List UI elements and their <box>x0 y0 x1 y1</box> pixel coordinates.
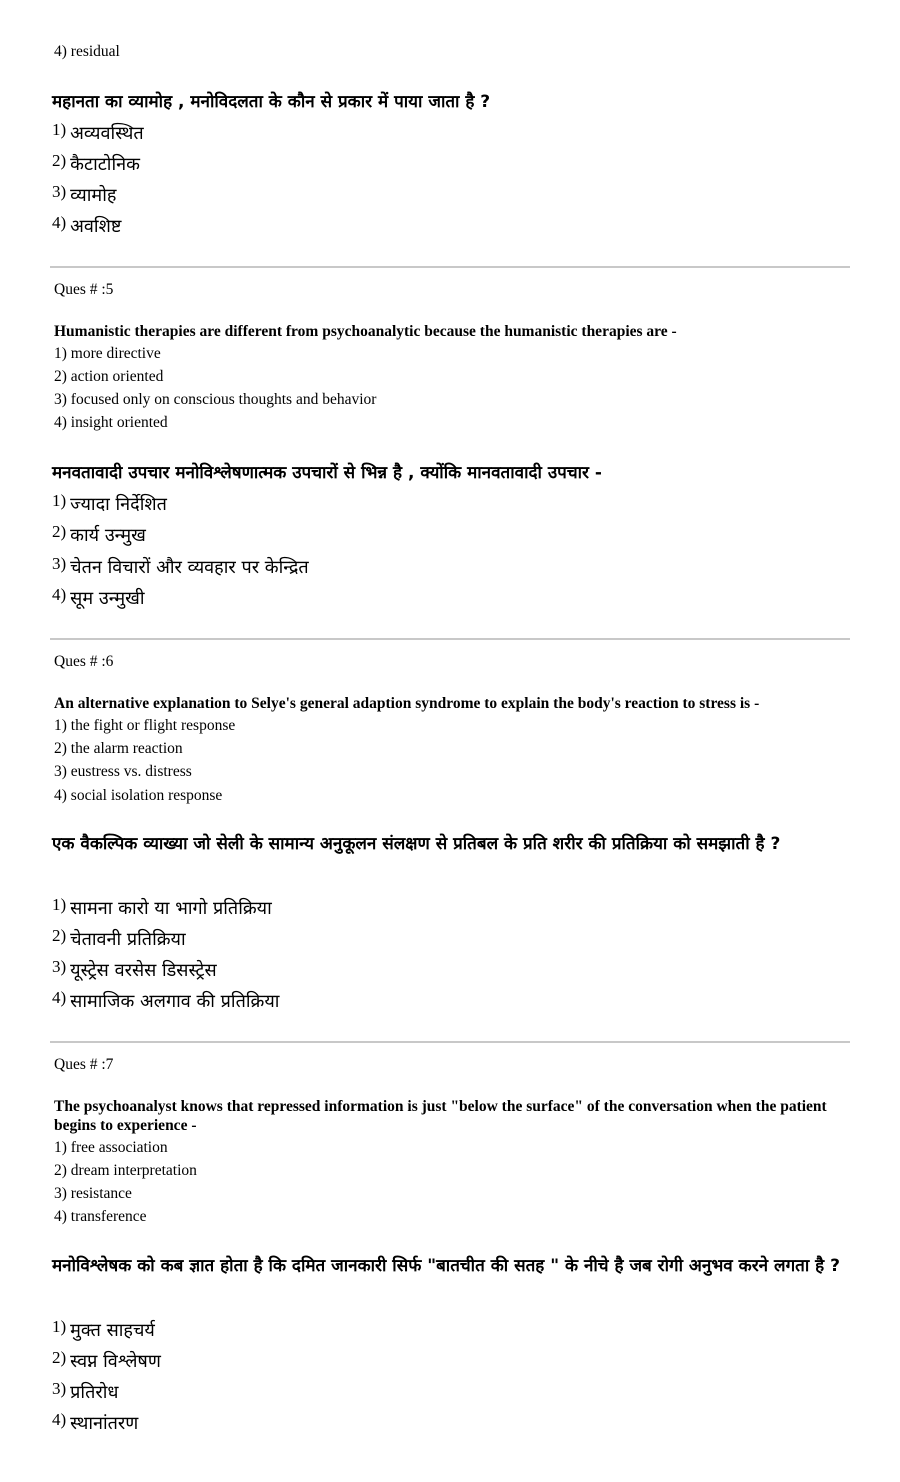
option-text: चेतन विचारों और व्यवहार पर केन्द्रित <box>70 557 309 578</box>
question-number-5: Ques # :5 <box>54 281 114 298</box>
separator <box>50 638 850 640</box>
option-text: सूम उन्मुखी <box>70 588 145 609</box>
question-number-7: Ques # :7 <box>54 1056 114 1073</box>
option-q7-hi-4 <box>52 1408 138 1436</box>
option-text: मुक्त साहचर्य <box>70 1320 155 1341</box>
option-q6-hi-2 <box>52 924 186 952</box>
option-q4-hi-1 <box>52 118 144 146</box>
option-text: प्रतिरोध <box>70 1382 119 1403</box>
option-text: सामाजिक अलगाव की प्रतिक्रिया <box>70 991 280 1012</box>
option-q6-en-1: 1) the fight or flight response <box>54 717 236 734</box>
separator <box>50 266 850 268</box>
option-text: यूस्ट्रेस वरसेस डिसस्ट्रेस <box>70 960 217 981</box>
option-text: अव्यवस्थित <box>70 123 144 144</box>
option-number: 1) <box>52 1317 67 1336</box>
question-q6-hi: एक वैकल्पिक व्याख्या जो सेली के सामान्य अनुकूलन संलक्षण से प्रतिबल के प्रति शरीर की प्रतिक्रिया को समझाती है ? <box>52 834 781 854</box>
option-q4-hi-4 <box>52 211 121 239</box>
option-number: 4) <box>52 1410 67 1429</box>
option-number: 4) <box>52 213 67 232</box>
option-q4-en-4: 4) residual <box>54 43 120 60</box>
option-q6-en-3: 3) eustress vs. distress <box>54 763 192 780</box>
option-text: अवशिष्ट <box>70 216 122 237</box>
option-number: 3) <box>52 1379 67 1398</box>
option-q5-en-4: 4) insight oriented <box>54 414 168 431</box>
option-q6-hi-4 <box>52 986 279 1014</box>
option-number: 1) <box>52 491 67 510</box>
option-text: कार्य उन्मुख <box>70 525 146 546</box>
option-number: 1) <box>52 120 67 139</box>
option-q7-hi-2 <box>52 1346 161 1374</box>
option-text: स्वप्न विश्लेषण <box>70 1351 161 1372</box>
option-number: 2) <box>52 522 67 541</box>
option-number: 2) <box>52 1348 67 1367</box>
option-number: 2) <box>52 926 67 945</box>
question-q7-en: The psychoanalyst knows that repressed information is just "below the surface" of the conversation when the patient begins to experience - <box>54 1098 827 1134</box>
option-text: व्यामोह <box>70 185 117 206</box>
option-number: 4) <box>52 988 67 1007</box>
option-q6-hi-3 <box>52 955 217 983</box>
question-q4-hi: महानता का व्यामोह , मनोविदलता के कौन से प्रकार में पाया जाता है ? <box>52 92 491 112</box>
option-number: 3) <box>52 554 67 573</box>
option-number: 3) <box>52 182 67 201</box>
question-number-6: Ques # :6 <box>54 653 114 670</box>
option-q5-hi-2 <box>52 520 146 548</box>
option-q7-en-3: 3) resistance <box>54 1185 132 1202</box>
option-q7-en-4: 4) transference <box>54 1208 147 1225</box>
option-number: 4) <box>52 585 67 604</box>
option-number: 1) <box>52 895 67 914</box>
option-text: सामना कारो या भागो प्रतिक्रिया <box>70 898 272 919</box>
option-text: ज्यादा निर्देशित <box>70 494 167 515</box>
option-q7-hi-1 <box>52 1315 155 1343</box>
question-q7-hi: मनोविश्लेषक को कब ज्ञात होता है कि दमित जानकारी सिर्फ "बातचीत की सतह " के नीचे है जब रोगी अनुभव करने लगता है ? <box>52 1256 840 1276</box>
question-q5-en: Humanistic therapies are different from psychoanalytic because the humanistic therapies are - <box>54 323 677 340</box>
option-q5-hi-3 <box>52 552 309 580</box>
option-number: 3) <box>52 957 67 976</box>
option-text: स्थानांतरण <box>70 1413 139 1434</box>
option-q5-en-2: 2) action oriented <box>54 368 164 385</box>
option-q7-en-2: 2) dream interpretation <box>54 1162 197 1179</box>
option-q4-hi-2 <box>52 149 140 177</box>
option-number: 2) <box>52 151 67 170</box>
option-q7-hi-3 <box>52 1377 118 1405</box>
option-q4-hi-3 <box>52 180 116 208</box>
option-q7-en-1: 1) free association <box>54 1139 168 1156</box>
option-text: चेतावनी प्रतिक्रिया <box>70 929 186 950</box>
option-q6-en-2: 2) the alarm reaction <box>54 740 183 757</box>
option-q5-hi-4 <box>52 583 145 611</box>
question-q6-en: An alternative explanation to Selye's general adaption syndrome to explain the body's reaction to stress is - <box>54 695 760 712</box>
option-q6-hi-1 <box>52 893 272 921</box>
option-q6-en-4: 4) social isolation response <box>54 787 223 804</box>
option-q5-en-3: 3) focused only on conscious thoughts and behavior <box>54 391 377 408</box>
separator <box>50 1041 850 1043</box>
question-q5-hi: मनवतावादी उपचार मनोविश्लेषणात्मक उपचारों से भिन्न है , क्योंकि मानवतावादी उपचार - <box>52 463 602 483</box>
option-text: कैटाटोनिक <box>70 154 140 175</box>
option-q5-hi-1 <box>52 489 167 517</box>
option-q5-en-1: 1) more directive <box>54 345 161 362</box>
